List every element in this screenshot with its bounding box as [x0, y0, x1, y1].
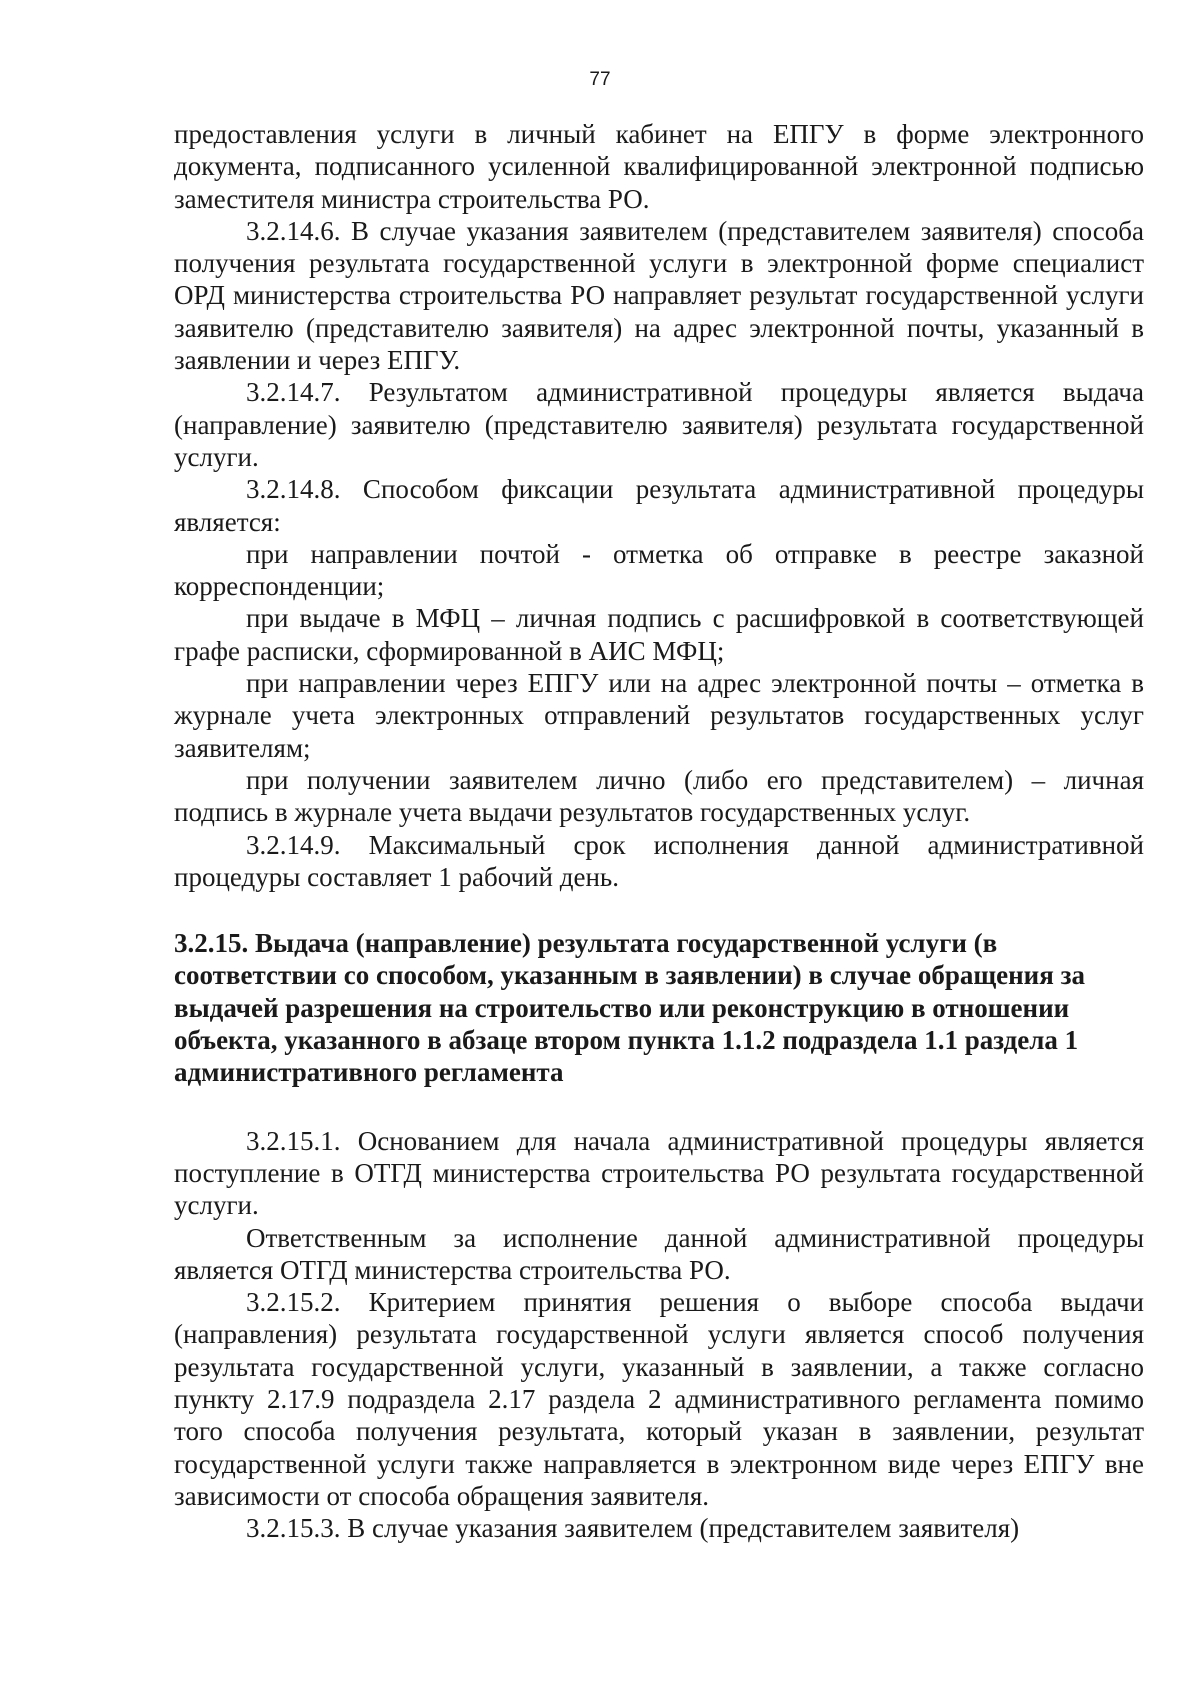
- list-item-personal: при получении заявителем лично (либо его представителем) – личная подпись в журнале учета выдачи результатов государственных услуг.: [174, 764, 1144, 828]
- heading-line: 3.2.15. Выдача (направление) результата государственной услуги (в: [174, 928, 998, 959]
- heading-line: соответствии со способом, указанным в заявлении) в случае обращения за: [174, 960, 1085, 991]
- heading-line: объекта, указанного в абзаце втором пункта 1.1.2 подраздела 1.1 раздела 1: [174, 1025, 1079, 1056]
- document-body: [174, 118, 1144, 1544]
- paragraph-3-2-15-2: 3.2.15.2. Критерием принятия решения о выборе способа выдачи (направления) результата государственной услуги является способ получения результата государственной услуги, указанный в заявлении, а также согласно пункту 2.17.9 подраздела 2.17 раздела 2 административного регламента помимо того способа получения результата, который указан в заявлении, результат государственной услуги также направляется в электронном виде через ЕПГУ вне зависимости от способа обращения заявителя.: [174, 1287, 1144, 1511]
- paragraph-3-2-14-6: 3.2.14.6. В случае указания заявителем (представителем заявителя) способа получения результата государственной услуги в электронной форме специалист ОРД министерства строительства РО направляет результат государственной услуги заявителю (представителю заявителя) на адрес электронной почты, указанный в заявлении и через ЕПГУ.: [174, 215, 1144, 376]
- heading-line: административного регламента: [174, 1057, 564, 1088]
- list-item-epgu: при направлении через ЕПГУ или на адрес электронной почты – отметка в журнале учета электронных отправлений результатов государственных услуг заявителям;: [174, 668, 1144, 763]
- paragraph: предоставления услуги в личный кабинет на ЕПГУ в форме электронного документа, подписанного усиленной квалифицированной электронной подписью заместителя министра строительства РО.: [174, 119, 1144, 214]
- section-3-2-15-text: [174, 1125, 1144, 1545]
- heading-line: выдачей разрешения на строительство или реконструкцию в отношении: [174, 992, 1070, 1023]
- paragraph-3-2-14-9: 3.2.14.9. Максимальный срок исполнения данной административной процедуры составляет 1 рабочий день.: [174, 829, 1144, 892]
- section-heading-3-2-15: [174, 927, 1144, 1088]
- paragraph-3-2-15-1: 3.2.15.1. Основанием для начала административной процедуры является поступление в ОТГД министерства строительства РО результата государственной услуги.: [174, 1125, 1144, 1221]
- list-item-mfc: при выдаче в МФЦ – личная подпись с расшифровкой в соответствующей графе расписки, сформированной в АИС МФЦ;: [174, 603, 1144, 666]
- section-3-2-14-text: [174, 118, 1144, 893]
- paragraph-3-2-14-7: 3.2.14.7. Результатом административной процедуры является выдача (направление) заявителю (представителю заявителя) результата государственной услуги.: [174, 377, 1144, 472]
- paragraph-responsible: Ответственным за исполнение данной административной процедуры является ОТГД министерства строительства РО.: [174, 1222, 1144, 1285]
- paragraph-3-2-14-8: 3.2.14.8. Способом фиксации результата административной процедуры является:: [174, 474, 1144, 537]
- page-number: 77: [589, 69, 611, 90]
- paragraph-3-2-15-3: 3.2.15.3. В случае указания заявителем (представителем заявителя): [246, 1513, 1020, 1544]
- list-item-post: при направлении почтой - отметка об отправке в реестре заказной корреспонденции;: [174, 538, 1144, 602]
